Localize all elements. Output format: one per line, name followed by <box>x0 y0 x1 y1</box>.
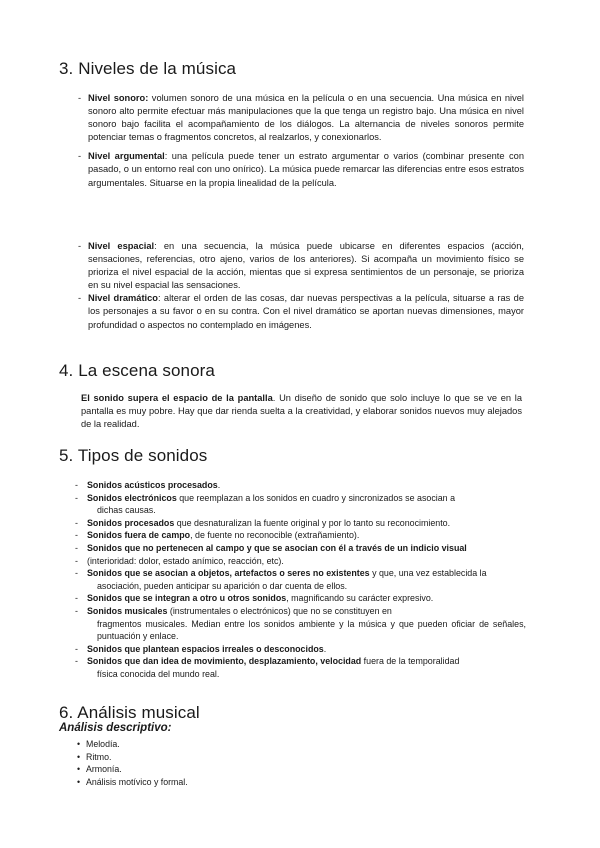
body-text: y que, una vez establecida la <box>369 568 487 579</box>
bold-text: Sonidos que se integran a otro u otros sonidos <box>87 593 287 604</box>
term-label: Nivel sonoro: <box>88 93 149 103</box>
bold-text: El sonido supera el espacio de la pantalla <box>81 393 273 403</box>
body-text: . <box>323 643 327 654</box>
body-text: que reemplazan a los sonidos en cuadro y sincronizados se asocian a <box>176 492 456 503</box>
list-item <box>74 643 526 656</box>
term-text: : una película puede tener un estrato argumentar o varios (combinar presente con pasado, o un entorno real con uno onírico). La música puede remarcar las diferencias entre esos estratos argumentales. Situarse en la propia linealidad de la película. <box>88 151 524 188</box>
body-text: (interioridad: dolor, estado anímico, reacción, etc). <box>87 555 284 566</box>
list-item <box>74 592 526 605</box>
bold-text: Sonidos que dan idea de movimiento, desplazamiento, velocidad <box>87 656 362 667</box>
heading-analisis-musical: 6. Análisis musical <box>59 703 200 722</box>
body-text: . <box>217 480 221 490</box>
continuation-text: asociación, pueden anticipar su aparición o dar cuenta de ellos. <box>97 580 348 591</box>
list-item <box>74 479 526 492</box>
list-item <box>74 555 526 568</box>
continuation-text: fragmentos musicales. Median entre los sonidos ambiente y la música y que pueden oficiar de señales, puntuación y enlace. <box>97 618 526 642</box>
tipos-sonidos-list <box>74 479 526 681</box>
list-item <box>74 655 526 680</box>
analisis-list <box>77 738 188 788</box>
list-item <box>74 542 526 555</box>
escena-sonora-paragraph <box>81 392 522 431</box>
bold-text: Sonidos acústicos procesados <box>87 480 218 490</box>
bold-text: Sonidos que plantean espacios irreales o desconocidos <box>87 643 324 654</box>
list-item <box>74 567 526 592</box>
continuation-text: dichas causas. <box>97 505 156 516</box>
bold-text: Sonidos fuera de campo <box>87 530 191 541</box>
term-label: Nivel dramático <box>88 293 158 304</box>
bold-text: Sonidos electrónicos <box>87 492 177 503</box>
list-item <box>74 517 526 530</box>
bold-text: Sonidos que no pertenecen al campo y que se asocian con él a través de un indicio visual <box>87 542 467 553</box>
list-item-nivel-espacial <box>78 240 524 292</box>
list-item <box>74 529 526 542</box>
term-text: : alterar el orden de las cosas, dar nuevas perspectivas a la película, situarse a ras de los personajes a su favor o en su contra. Con el nivel dramático se aportan nuevas dimensiones, mayor profundidad o aspectos no contemplado en imágenes. <box>88 293 524 330</box>
body-text: , magnificando su carácter expresivo. <box>286 593 434 604</box>
list-item: • Armonía. <box>77 763 188 776</box>
body-text: , de fuente no reconocible (extrañamiento). <box>190 530 360 541</box>
list-item: • Ritmo. <box>77 751 188 764</box>
heading-niveles-musica: 3. Niveles de la música <box>59 59 237 78</box>
list-item-nivel-dramatico <box>78 292 524 331</box>
list-item: • Melodía. <box>77 738 188 751</box>
body-text: (instrumentales o electrónicos) que no se constituyen en <box>167 605 392 616</box>
bold-text: Sonidos que se asocian a objetos, artefactos o seres no existentes <box>87 568 370 579</box>
list-item <box>74 605 526 643</box>
list-item-nivel-sonoro <box>78 92 524 144</box>
body-text: . Un diseño de sonido que solo incluye lo que se ve en la pantalla es muy pobre. Hay que dar rienda suelta a la creatividad, y elaborar sonidos nuevos muy alejados de la realidad. <box>81 393 522 430</box>
list-item: • Análisis motívico y formal. <box>77 776 188 789</box>
continuation-text: física conocida del mundo real. <box>97 668 220 679</box>
term-label: Nivel argumental <box>88 151 165 162</box>
body-text: fuera de la temporalidad <box>361 656 460 667</box>
niveles-list-1 <box>78 92 524 190</box>
term-label: Nivel espacial <box>88 241 155 251</box>
list-item <box>74 492 526 517</box>
bold-text: Sonidos musicales <box>87 605 168 616</box>
term-text: : en una secuencia, la música puede ubicarse en diferentes espacios (acción, sensaciones, referencias, otro ajeno, varios de los anteriores). Si acompaña un movimiento físico se prioriza el nivel espacial de la acción, mientas que si expresa sentimientos de un personaje, se prioriza en su nivel espacial las sensaciones. <box>88 241 524 291</box>
bold-text: Sonidos procesados <box>87 517 175 528</box>
subheading-analisis-descriptivo: Análisis descriptivo: <box>59 722 172 734</box>
body-text: que desnaturalizan la fuente original y por lo tanto su reconocimiento. <box>174 517 451 528</box>
heading-escena-sonora: 4. La escena sonora <box>59 361 215 380</box>
heading-tipos-sonidos: 5. Tipos de sonidos <box>59 446 208 465</box>
term-text: volumen sonoro de una música en la película o en una secuencia. Una música en nivel sonoro alto permite efectuar más manipulaciones que la que tenga un registro bajo. Una música en nivel sonoro bajo facilita el acompañamiento de los diálogos. La alternancia de niveles sonoros permite potenciar temas o fragmentos concretos, al realzarlos, y conexionarlos. <box>88 93 525 143</box>
list-item-nivel-argumental <box>78 150 524 189</box>
niveles-list-2 <box>78 240 524 332</box>
